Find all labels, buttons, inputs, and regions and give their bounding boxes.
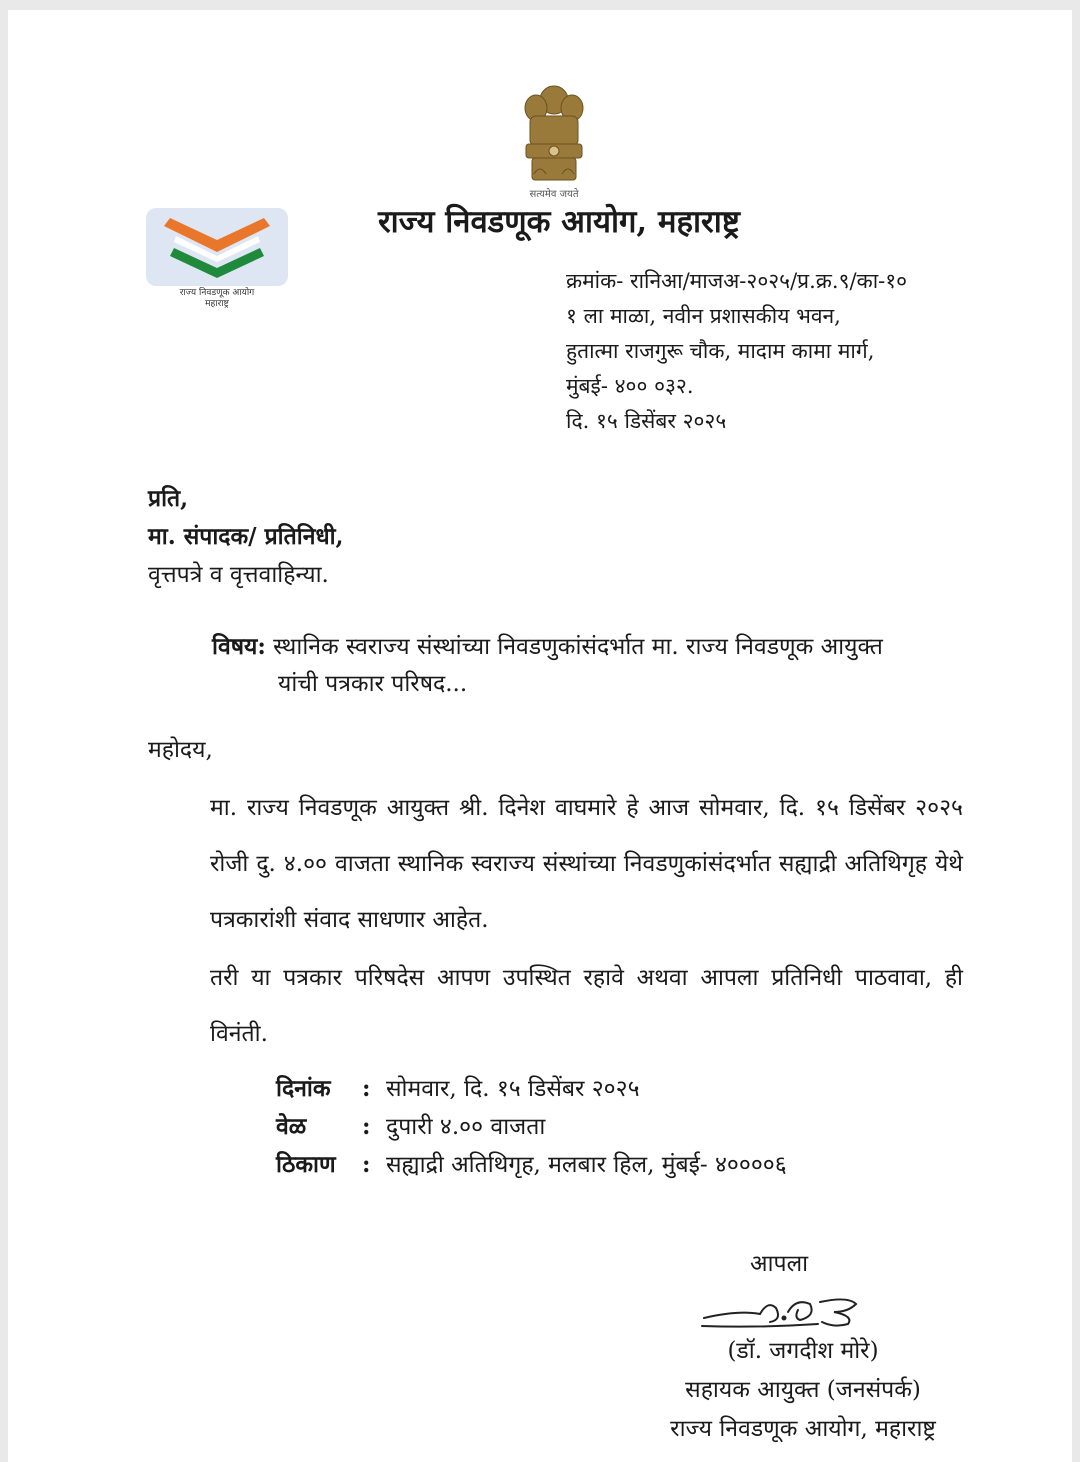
paragraph-text: तरी या पत्रकार परिषदेस आपण उपस्थित रहावे अथवा आपला प्रतिनिधी पाठवावा, ही विनंती. <box>210 965 963 1047</box>
national-emblem-icon <box>516 78 592 202</box>
recipient-block <box>148 480 344 594</box>
body-paragraph <box>148 780 963 948</box>
recipient-line: मा. संपादक/ प्रतिनिधी, <box>148 523 344 550</box>
subject-block <box>212 628 972 703</box>
logo-caption-line2: महाराष्ट्र <box>205 299 229 309</box>
recipient-line: प्रति, <box>148 485 189 512</box>
paragraph-text: मा. राज्य निवडणूक आयुक्त श्री. दिनेश वाघमारे हे आज सोमवार, दि. १५ डिसेंबर २०२५ रोजी दु. ४.०० वाजता स्थानिक स्वराज्य संस्थांच्या निवडणुकांसंदर्भात सह्याद्री अतिथिगृह येथे पत्रकारांशी संवाद साधणार आहेत. <box>210 795 963 933</box>
detail-colon: : <box>362 1075 371 1102</box>
emblem-motto: सत्यमेव जयते <box>529 189 579 200</box>
letter-date: दि. १५ डिसेंबर २०२५ <box>566 409 727 433</box>
recipient-line: वृत्तपत्रे व वृत्तवाहिन्या. <box>148 562 329 588</box>
closing-text: आपला <box>750 1251 809 1277</box>
reference-number: क्रमांक- रानिआ/माजअ-२०२५/प्र.क्र.९/का-१० <box>566 269 908 293</box>
subject-label: विषय: <box>212 633 266 660</box>
sec-logo-mark <box>146 208 288 286</box>
subject-text: स्थानिक स्वराज्य संस्थांच्या निवडणुकांसंदर्भात मा. राज्य निवडणूक आयुक्त <box>265 634 883 660</box>
letter-page <box>8 10 1072 1462</box>
body-paragraph <box>148 950 963 1062</box>
detail-row <box>276 1108 787 1146</box>
sec-logo <box>146 208 288 312</box>
detail-key: वेळ <box>276 1113 307 1140</box>
detail-key: दिनांक <box>276 1075 331 1102</box>
address-line: हुतात्मा राजगुरू चौक, मादाम कामा मार्ग, <box>566 339 875 363</box>
logo-caption-line1: राज्य निवडणूक आयोग <box>179 288 255 298</box>
sec-logo-caption <box>146 288 288 310</box>
event-details <box>276 1070 787 1184</box>
greeting: महोदय, <box>148 737 213 763</box>
address-line: १ ला माळा, नवीन प्रशासकीय भवन, <box>566 304 841 328</box>
detail-row <box>276 1146 787 1184</box>
detail-colon: : <box>362 1113 371 1140</box>
subject-text-line2: यांची पत्रकार परिषद... <box>278 671 468 697</box>
detail-value: दुपारी ४.०० वाजता <box>386 1114 546 1140</box>
handwritten-signature <box>698 1288 868 1336</box>
signatory-name: (डॉ. जगदीश मोरे) <box>727 1338 879 1364</box>
letterhead-title: राज्य निवडणूक आयोग, महाराष्ट्र <box>378 204 740 240</box>
detail-colon: : <box>362 1151 371 1178</box>
address-line: मुंबई- ४०० ०३२. <box>566 374 694 398</box>
signatory-block <box>608 1332 998 1449</box>
detail-value: सह्याद्री अतिथिगृह, मलबार हिल, मुंबई- ४००००६ <box>386 1152 787 1178</box>
signatory-designation: सहायक आयुक्त (जनसंपर्क) <box>685 1377 921 1403</box>
detail-key: ठिकाण <box>276 1151 336 1178</box>
detail-value: सोमवार, दि. १५ डिसेंबर २०२५ <box>386 1076 640 1102</box>
detail-row <box>276 1070 787 1108</box>
signatory-office: राज्य निवडणूक आयोग, महाराष्ट्र <box>670 1416 936 1442</box>
reference-block <box>566 264 907 439</box>
